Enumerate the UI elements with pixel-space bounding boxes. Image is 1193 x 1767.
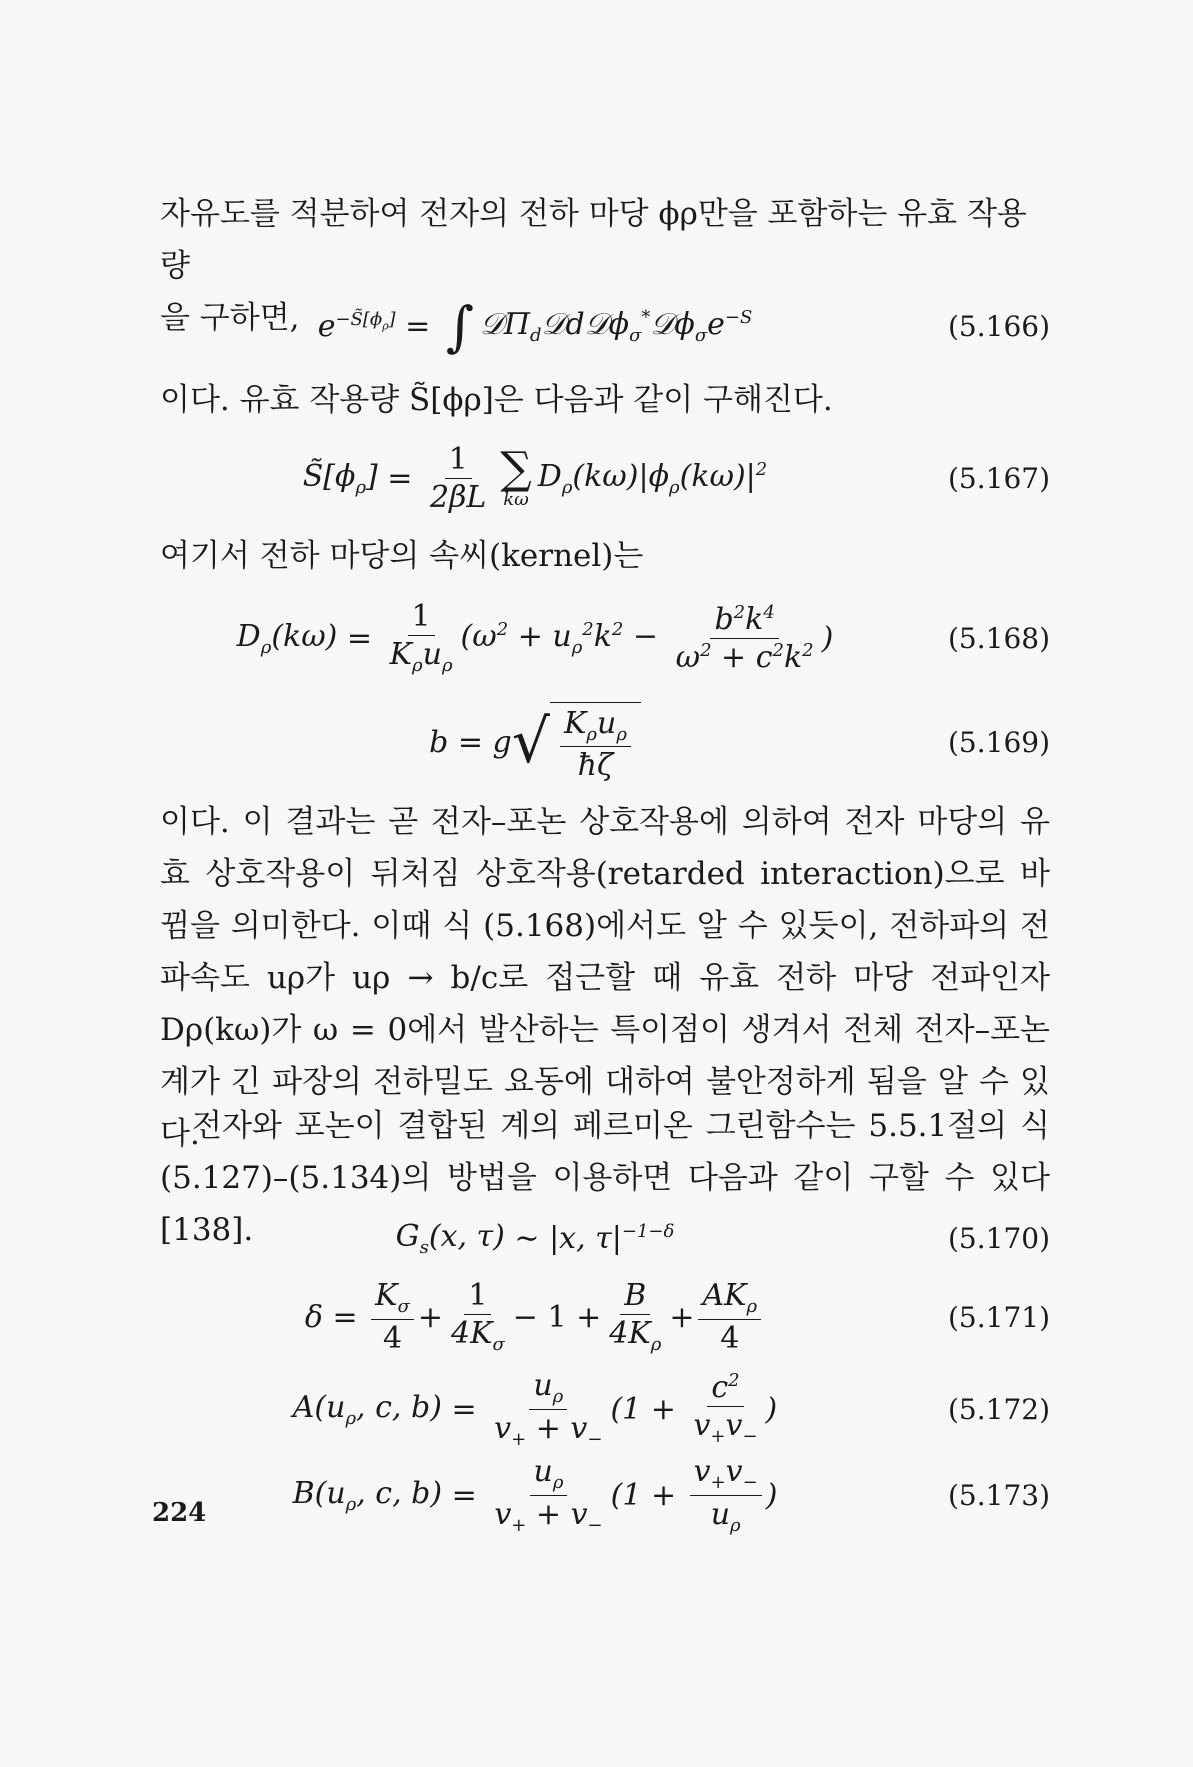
equation-body: b = g √ $\frac{K_\rho u_\rho}{ħ\zeta}$	[160, 690, 910, 794]
paragraph-text: 여기서 전하 마당의 속씨(kernel)는	[160, 538, 644, 574]
page-number: 224	[152, 1498, 207, 1528]
equation-5-172	[160, 1364, 1050, 1454]
equation-body: $B(u_\rho$, c, b) = $\frac{u_\rho}{v_+ + v_-}$ (1 + $\frac{v_+v_-}{u_\rho}$ )	[292, 1453, 778, 1536]
equation-body: $A(u_\rho$, c, b) = $\frac{u_\rho}{v_+ + v_-}$ (1 + $\frac{c^2}{v_+v_-}$ )	[292, 1367, 778, 1450]
equation-number: (5.166)	[947, 309, 1050, 343]
paragraph-text: 전자와 포논이 결합된 계의 페르미온 그린함수는 5.5.1절의 식 (5.127)–(5.134)의 방법을 이용하면 다음과 같이 구할 수 있다[138].	[160, 1108, 1050, 1248]
paragraph-effective-action	[160, 374, 1050, 426]
equation-number: (5.168)	[947, 621, 1050, 655]
equation-5-169	[160, 690, 1050, 794]
equation-5-173	[160, 1450, 1050, 1540]
equation-body: $G_s(x$, τ) ∼ |x, $\tau|^{-1-\delta}$	[395, 1218, 675, 1258]
equation-body: $S̃[\phi_\rho]$ = $\frac{1}{2\beta L}$ ∑ kω $D_\rho(k\omega)|\phi_\rho(k\omega)|^2$	[302, 441, 768, 515]
equation-number: (5.170)	[947, 1221, 1050, 1255]
equation-5-168	[160, 590, 1050, 686]
equation-5-166	[160, 286, 1050, 366]
equation-number: (5.173)	[947, 1478, 1050, 1512]
equation-body: $e^{-S̃[\phi_\rho]}$ = ∫ $𝒟\Pi_d𝒟d𝒟\phi_\sigma^*𝒟\phi_\sigma e^{-S}$	[317, 294, 753, 358]
equation-5-167	[160, 430, 1050, 526]
intro-line-1: 자유도를 적분하여 전자의 전하 마당 ϕρ만을 포함하는 유효 작용량	[160, 196, 1027, 284]
paragraph-kernel	[160, 530, 1050, 582]
equation-number: (5.171)	[947, 1300, 1050, 1334]
intro-line-2: 을 구하면,	[160, 300, 300, 336]
equation-number: (5.172)	[947, 1392, 1050, 1426]
paragraph-text: 이다. 유효 작용량 S̃[ϕρ]은 다음과 같이 구해진다.	[160, 382, 833, 418]
equation-number: (5.169)	[947, 725, 1050, 759]
equation-body: δ = $\frac{K_\sigma}{4}$ + $\frac{1}{4K_\sigma}$ − 1 + $\frac{B}{4K_\rho}$ + $\frac{AK_\rho}{4}$	[160, 1272, 910, 1362]
equation-5-170	[160, 1206, 1050, 1270]
equation-number: (5.167)	[947, 461, 1050, 495]
paragraph-text: 이다. 이 결과는 곧 전자–포논 상호작용에 의하여 전자 마당의 유효 상호작용이 뒤처짐 상호작용(retarded interaction)으로 바뀜을 의미한다. 이때 식 (5.168)에서도 알 수 있듯이, 전하파의 전파속도 uρ가 uρ → b/c로 접근할 때 유효 전하 마당 전파인자 Dρ(kω)가 ω = 0에서 발산하는 특이점이 생겨서 전체 전자–포논계가 긴 파장의 전하밀도 요동에 대하여 불안정하게 됨을 알 수 있다.	[160, 804, 1050, 1152]
equation-body: $D_\rho(k\omega)$ = $\frac{1}{K_\rho u_\rho}$ ($\omega^2 + u_\rho^2k^2$ − $\frac{b^2k^4}{\omega^2 + c^2k^2}$ )	[236, 599, 834, 677]
equation-5-171	[160, 1272, 1050, 1362]
